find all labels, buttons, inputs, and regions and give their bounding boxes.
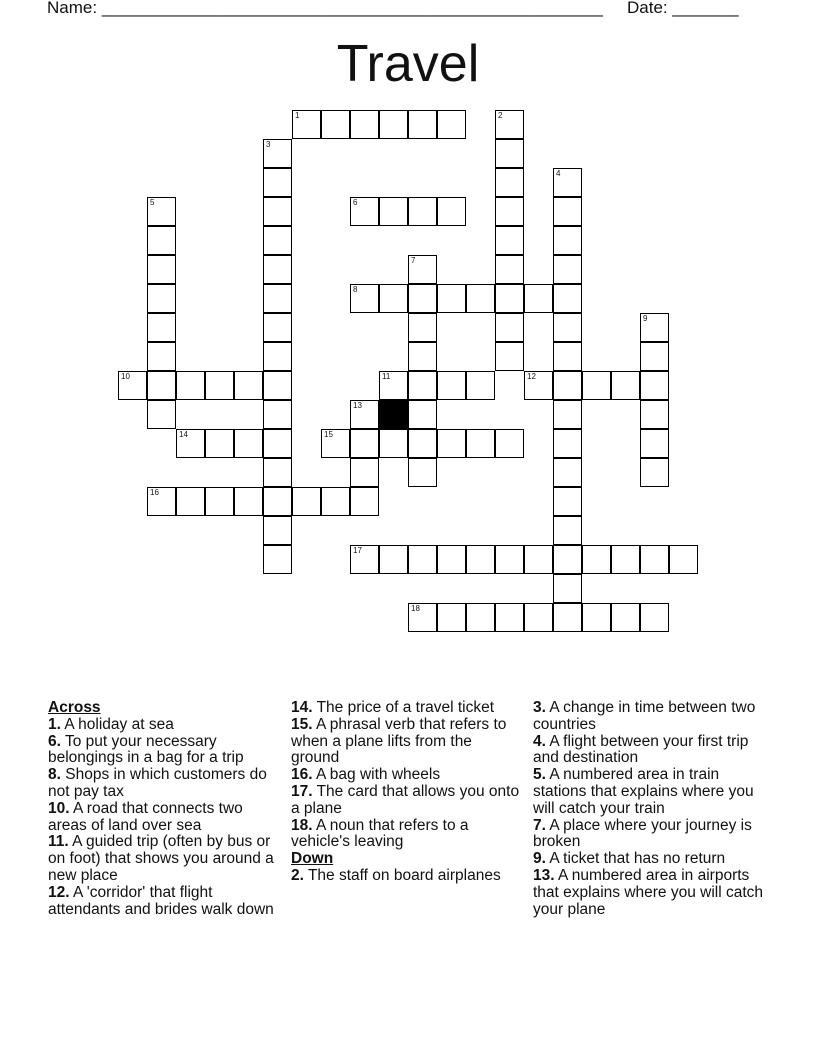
clue-text: A road that connects two areas of land over sea bbox=[48, 799, 243, 834]
grid-cell[interactable] bbox=[263, 197, 292, 226]
grid-cell[interactable] bbox=[437, 110, 466, 139]
clue-number: 16. bbox=[291, 766, 313, 784]
clue-across-12 bbox=[48, 885, 283, 919]
grid-cell[interactable] bbox=[495, 139, 524, 168]
grid-cell[interactable] bbox=[263, 284, 292, 313]
cell-number: 16 bbox=[150, 488, 159, 497]
clues-column-2 bbox=[291, 700, 521, 885]
grid-cell[interactable] bbox=[292, 110, 321, 139]
grid-cell[interactable] bbox=[263, 313, 292, 342]
grid-cell[interactable] bbox=[495, 284, 524, 313]
grid-cell[interactable] bbox=[350, 429, 379, 458]
grid-cell[interactable] bbox=[553, 400, 582, 429]
grid-cell[interactable] bbox=[495, 255, 524, 284]
clue-text: A bag with wheels bbox=[316, 766, 441, 784]
clue-across-8 bbox=[48, 767, 283, 801]
grid-cell[interactable] bbox=[437, 284, 466, 313]
clue-number: 10. bbox=[48, 799, 70, 817]
clue-text: The staff on board airplanes bbox=[307, 866, 501, 884]
grid-cell[interactable] bbox=[234, 371, 263, 400]
name-label: Name: bbox=[47, 0, 98, 17]
date-line: _______ bbox=[672, 0, 739, 17]
grid-cell[interactable] bbox=[553, 197, 582, 226]
clue-number: 7. bbox=[533, 816, 546, 834]
clue-text: The card that allows you onto a plane bbox=[291, 782, 520, 817]
clue-text: To put your necessary belongings in a bag for a trip bbox=[48, 732, 244, 767]
clue-number: 4. bbox=[533, 732, 546, 750]
grid-cell[interactable] bbox=[437, 429, 466, 458]
grid-cell[interactable] bbox=[524, 545, 553, 574]
grid-cell[interactable] bbox=[350, 545, 379, 574]
grid-cell[interactable] bbox=[408, 284, 437, 313]
grid-cell[interactable] bbox=[495, 313, 524, 342]
shaded-cell bbox=[379, 400, 408, 429]
grid-cell[interactable] bbox=[379, 110, 408, 139]
grid-cell[interactable] bbox=[408, 429, 437, 458]
cell-number: 13 bbox=[353, 401, 362, 410]
grid-cell[interactable] bbox=[147, 400, 176, 429]
grid-cell[interactable] bbox=[437, 603, 466, 632]
clue-down-2 bbox=[291, 868, 521, 885]
clues-column-3 bbox=[533, 700, 773, 918]
clue-down-4 bbox=[533, 734, 773, 768]
clue-down-9 bbox=[533, 851, 773, 868]
clue-across-11 bbox=[48, 834, 283, 884]
grid-cell[interactable] bbox=[350, 197, 379, 226]
grid-cell[interactable] bbox=[379, 284, 408, 313]
grid-cell[interactable] bbox=[408, 545, 437, 574]
grid-cell[interactable] bbox=[118, 371, 147, 400]
clue-number: 9. bbox=[533, 850, 546, 868]
clue-text: Shops in which customers do not pay tax bbox=[48, 766, 267, 800]
grid-cell[interactable] bbox=[408, 313, 437, 342]
grid-cell[interactable] bbox=[147, 313, 176, 342]
grid-cell[interactable] bbox=[553, 255, 582, 284]
clue-text: A numbered area in airports that explains where you will catch your plane bbox=[533, 866, 764, 918]
grid-cell[interactable] bbox=[582, 603, 611, 632]
grid-cell[interactable] bbox=[524, 371, 553, 400]
clue-number: 3. bbox=[533, 699, 546, 716]
grid-cell[interactable] bbox=[379, 429, 408, 458]
clue-number: 8. bbox=[48, 766, 61, 784]
grid-cell[interactable] bbox=[321, 429, 350, 458]
grid-cell[interactable] bbox=[350, 458, 379, 487]
clue-text: A ticket that has no return bbox=[549, 850, 726, 868]
clue-across-6 bbox=[48, 734, 283, 768]
clue-text: The price of a travel ticket bbox=[316, 699, 495, 716]
clue-number: 6. bbox=[48, 732, 61, 750]
grid-cell[interactable] bbox=[147, 371, 176, 400]
grid-cell[interactable] bbox=[408, 255, 437, 284]
grid-cell[interactable] bbox=[553, 429, 582, 458]
cell-number: 7 bbox=[411, 256, 416, 265]
grid-cell[interactable] bbox=[495, 342, 524, 371]
clue-text: A flight between your first trip and destination bbox=[533, 732, 749, 767]
grid-cell[interactable] bbox=[379, 371, 408, 400]
grid-cell[interactable] bbox=[437, 371, 466, 400]
grid-cell[interactable] bbox=[640, 400, 669, 429]
grid-cell[interactable] bbox=[669, 545, 698, 574]
grid-cell[interactable] bbox=[495, 168, 524, 197]
grid-cell[interactable] bbox=[466, 545, 495, 574]
grid-cell[interactable] bbox=[379, 197, 408, 226]
grid-cell[interactable] bbox=[611, 603, 640, 632]
clue-number: 1. bbox=[48, 715, 61, 733]
grid-cell[interactable] bbox=[466, 284, 495, 313]
grid-cell[interactable] bbox=[176, 429, 205, 458]
grid-cell[interactable] bbox=[263, 371, 292, 400]
name-line: _____________________________________________________ bbox=[101, 0, 603, 17]
grid-cell[interactable] bbox=[437, 545, 466, 574]
grid-cell[interactable] bbox=[553, 168, 582, 197]
cell-number: 12 bbox=[527, 372, 536, 381]
grid-cell[interactable] bbox=[350, 400, 379, 429]
grid-cell[interactable] bbox=[611, 371, 640, 400]
grid-cell[interactable] bbox=[553, 226, 582, 255]
grid-cell[interactable] bbox=[147, 197, 176, 226]
grid-cell[interactable] bbox=[553, 342, 582, 371]
clue-down-3 bbox=[533, 700, 773, 734]
grid-cell[interactable] bbox=[553, 603, 582, 632]
grid-cell[interactable] bbox=[263, 458, 292, 487]
cell-number: 8 bbox=[353, 285, 358, 294]
cell-number: 14 bbox=[179, 430, 188, 439]
grid-cell[interactable] bbox=[524, 603, 553, 632]
grid-cell[interactable] bbox=[263, 168, 292, 197]
clue-number: 12. bbox=[48, 883, 70, 901]
clue-text: A 'corridor' that flight attendants and brides walk down bbox=[48, 883, 274, 918]
clue-number: 13. bbox=[533, 866, 555, 884]
grid-cell[interactable] bbox=[263, 516, 292, 545]
grid-cell[interactable] bbox=[495, 110, 524, 139]
grid-cell[interactable] bbox=[147, 487, 176, 516]
down-heading: Down bbox=[291, 850, 334, 868]
grid-cell[interactable] bbox=[582, 371, 611, 400]
grid-cell[interactable] bbox=[640, 545, 669, 574]
across-heading: Across bbox=[48, 699, 101, 716]
clue-across-15 bbox=[291, 717, 521, 767]
grid-cell[interactable] bbox=[466, 603, 495, 632]
cell-number: 15 bbox=[324, 430, 333, 439]
clue-text: A noun that refers to a vehicle's leaving bbox=[291, 816, 469, 851]
grid-cell[interactable] bbox=[437, 197, 466, 226]
clue-down-5 bbox=[533, 767, 773, 817]
grid-cell[interactable] bbox=[263, 429, 292, 458]
grid-cell[interactable] bbox=[495, 603, 524, 632]
grid-cell[interactable] bbox=[147, 255, 176, 284]
grid-cell[interactable] bbox=[408, 603, 437, 632]
grid-cell[interactable] bbox=[379, 545, 408, 574]
grid-cell[interactable] bbox=[263, 342, 292, 371]
grid-cell[interactable] bbox=[350, 110, 379, 139]
cell-number: 17 bbox=[353, 546, 362, 555]
clue-text: A change in time between two countries bbox=[533, 699, 756, 733]
grid-cell[interactable] bbox=[466, 371, 495, 400]
date-label: Date: bbox=[627, 0, 668, 17]
clue-across-17 bbox=[291, 784, 521, 818]
grid-cell[interactable] bbox=[263, 545, 292, 574]
grid-cell[interactable] bbox=[350, 487, 379, 516]
grid-cell[interactable] bbox=[640, 429, 669, 458]
clue-number: 14. bbox=[291, 699, 313, 716]
cell-number: 10 bbox=[121, 372, 130, 381]
grid-cell[interactable] bbox=[234, 429, 263, 458]
grid-cell[interactable] bbox=[263, 226, 292, 255]
cell-number: 5 bbox=[150, 198, 155, 207]
grid-cell[interactable] bbox=[263, 487, 292, 516]
grid-cell[interactable] bbox=[466, 429, 495, 458]
clue-number: 17. bbox=[291, 782, 313, 800]
grid-cell[interactable] bbox=[553, 487, 582, 516]
grid-cell[interactable] bbox=[234, 487, 263, 516]
grid-cell[interactable] bbox=[495, 197, 524, 226]
grid-cell[interactable] bbox=[553, 313, 582, 342]
grid-cell[interactable] bbox=[611, 545, 640, 574]
cell-number: 18 bbox=[411, 604, 420, 613]
clue-number: 11. bbox=[48, 833, 69, 851]
grid-cell[interactable] bbox=[321, 487, 350, 516]
clue-text: A phrasal verb that refers to when a plane lifts from the ground bbox=[291, 715, 507, 767]
grid-cell[interactable] bbox=[176, 487, 205, 516]
clue-across-18 bbox=[291, 818, 521, 852]
cell-number: 4 bbox=[556, 169, 561, 178]
grid-cell[interactable] bbox=[495, 226, 524, 255]
grid-cell[interactable] bbox=[408, 342, 437, 371]
clue-across-14 bbox=[291, 700, 521, 717]
cell-number: 6 bbox=[353, 198, 358, 207]
clue-across-10 bbox=[48, 801, 283, 835]
grid-cell[interactable] bbox=[408, 371, 437, 400]
clue-number: 18. bbox=[291, 816, 313, 834]
grid-cell[interactable] bbox=[582, 545, 611, 574]
clue-text: A place where your journey is broken bbox=[533, 816, 752, 851]
grid-cell[interactable] bbox=[553, 516, 582, 545]
grid-cell[interactable] bbox=[263, 255, 292, 284]
clue-across-1 bbox=[48, 717, 283, 734]
grid-cell[interactable] bbox=[263, 139, 292, 168]
clue-text: A guided trip (often by bus or on foot) that shows you around a new place bbox=[48, 833, 274, 884]
grid-cell[interactable] bbox=[553, 545, 582, 574]
clue-text: A holiday at sea bbox=[64, 715, 174, 733]
grid-cell[interactable] bbox=[553, 284, 582, 313]
grid-cell[interactable] bbox=[147, 284, 176, 313]
grid-cell[interactable] bbox=[553, 458, 582, 487]
grid-cell[interactable] bbox=[640, 342, 669, 371]
cell-number: 11 bbox=[382, 372, 391, 381]
grid-cell[interactable] bbox=[292, 487, 321, 516]
grid-cell[interactable] bbox=[176, 371, 205, 400]
grid-cell[interactable] bbox=[640, 371, 669, 400]
grid-cell[interactable] bbox=[263, 400, 292, 429]
grid-cell[interactable] bbox=[640, 603, 669, 632]
grid-cell[interactable] bbox=[640, 313, 669, 342]
grid-cell[interactable] bbox=[205, 371, 234, 400]
clue-down-13 bbox=[533, 868, 773, 918]
grid-cell[interactable] bbox=[350, 284, 379, 313]
grid-cell[interactable] bbox=[408, 197, 437, 226]
clue-number: 2. bbox=[291, 866, 304, 884]
cell-number: 9 bbox=[643, 314, 648, 323]
clue-text: A numbered area in train stations that explains where you will catch your train bbox=[533, 766, 754, 817]
clue-across-16 bbox=[291, 767, 521, 784]
clue-number: 5. bbox=[533, 766, 546, 784]
grid-cell[interactable] bbox=[553, 574, 582, 603]
grid-cell[interactable] bbox=[495, 545, 524, 574]
grid-cell[interactable] bbox=[553, 371, 582, 400]
cell-number: 1 bbox=[295, 111, 300, 120]
grid-cell[interactable] bbox=[147, 342, 176, 371]
cell-number: 3 bbox=[266, 140, 271, 149]
cell-number: 2 bbox=[498, 111, 503, 120]
grid-cell[interactable] bbox=[524, 284, 553, 313]
grid-cell[interactable] bbox=[147, 226, 176, 255]
grid-cell[interactable] bbox=[408, 110, 437, 139]
grid-cell[interactable] bbox=[408, 400, 437, 429]
grid-cell[interactable] bbox=[205, 429, 234, 458]
clues-column-1 bbox=[48, 700, 283, 918]
grid-cell[interactable] bbox=[495, 429, 524, 458]
grid-cell[interactable] bbox=[640, 458, 669, 487]
clue-down-7 bbox=[533, 818, 773, 852]
grid-cell[interactable] bbox=[205, 487, 234, 516]
grid-cell[interactable] bbox=[321, 110, 350, 139]
page-title: Travel bbox=[336, 35, 480, 93]
clue-number: 15. bbox=[291, 715, 313, 733]
grid-cell[interactable] bbox=[408, 458, 437, 487]
